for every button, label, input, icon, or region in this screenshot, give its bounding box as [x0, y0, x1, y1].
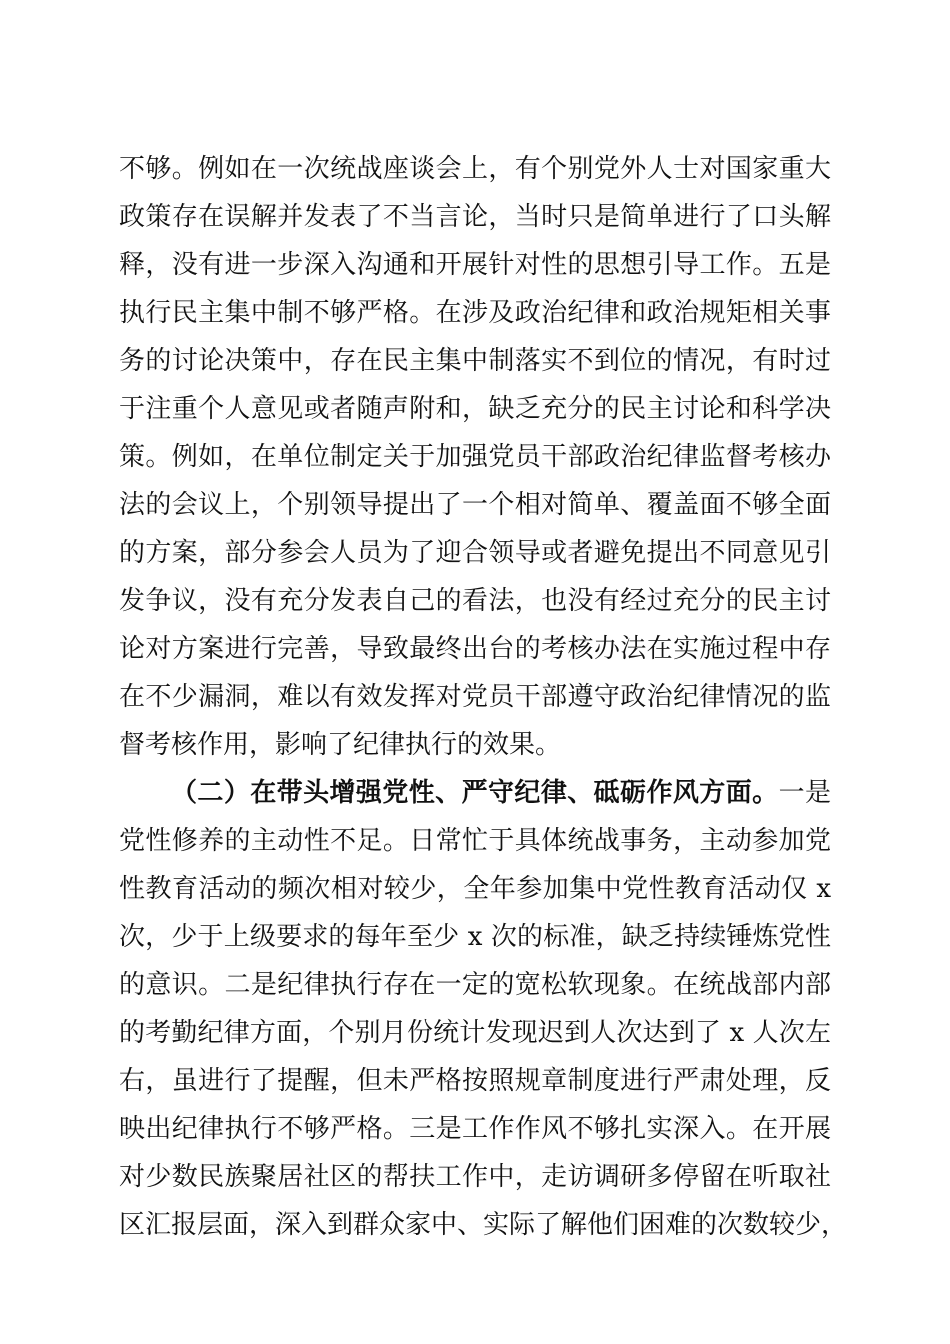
body-text	[119, 145, 848, 1249]
text-line: 政策存在误解并发表了不当言论，当时只是简单进行了口头解	[119, 202, 831, 232]
heading-line-rest: 一是	[778, 778, 831, 808]
text-line: 执行民主集中制不够严格。在涉及政治纪律和政治规矩相关事	[119, 298, 831, 328]
text-line: 发争议，没有充分发表自己的看法，也没有经过充分的民主讨	[119, 586, 831, 616]
text-line: 论对方案进行完善，导致最终出台的考核办法在实施过程中存	[119, 634, 831, 664]
text-line: 释，没有进一步深入沟通和开展针对性的思想引导工作。五是	[119, 250, 831, 280]
text-line: 的方案，部分参会人员为了迎合领导或者避免提出不同意见引	[119, 538, 831, 568]
section-heading: （二）在带头增强党性、严守纪律、砥砺作风方面。	[171, 778, 779, 808]
text-line: 督考核作用，影响了纪律执行的效果。	[119, 730, 562, 760]
text-line: 不够。例如在一次统战座谈会上，有个别党外人士对国家重大	[119, 154, 831, 184]
text-line: 的考勤纪律方面，个别月份统计发现迟到人次达到了 x 人次左	[119, 1018, 831, 1048]
text-line: 映出纪律执行不够严格。三是工作作风不够扎实深入。在开展	[119, 1114, 831, 1144]
text-line: 性教育活动的频次相对较少，全年参加集中党性教育活动仅 x	[119, 874, 831, 904]
paragraph-1	[119, 145, 831, 769]
text-line: 法的会议上，个别领导提出了一个相对简单、覆盖面不够全面	[119, 490, 831, 520]
text-line: 在不少漏洞，难以有效发挥对党员干部遵守政治纪律情况的监	[119, 682, 831, 712]
text-line: 党性修养的主动性不足。日常忙于具体统战事务，主动参加党	[119, 826, 831, 856]
text-line: 右，虽进行了提醒，但未严格按照规章制度进行严肃处理，反	[119, 1066, 831, 1096]
text-line: 的意识。二是纪律执行存在一定的宽松软现象。在统战部内部	[119, 970, 831, 1000]
text-line: 对少数民族聚居社区的帮扶工作中，走访调研多停留在听取社	[119, 1162, 831, 1192]
text-line: 次，少于上级要求的每年至少 x 次的标准，缺乏持续锤炼党性	[119, 922, 831, 952]
text-line: 于注重个人意见或者随声附和，缺乏充分的民主讨论和科学决	[119, 394, 831, 424]
text-line: 区汇报层面，深入到群众家中、实际了解他们困难的次数较少，	[119, 1210, 848, 1240]
paragraph-2	[119, 769, 848, 1249]
text-line: 策。例如，在单位制定关于加强党员干部政治纪律监督考核办	[119, 442, 831, 472]
text-line: 务的讨论决策中，存在民主集中制落实不到位的情况，有时过	[119, 346, 831, 376]
section-heading-line	[119, 769, 831, 817]
